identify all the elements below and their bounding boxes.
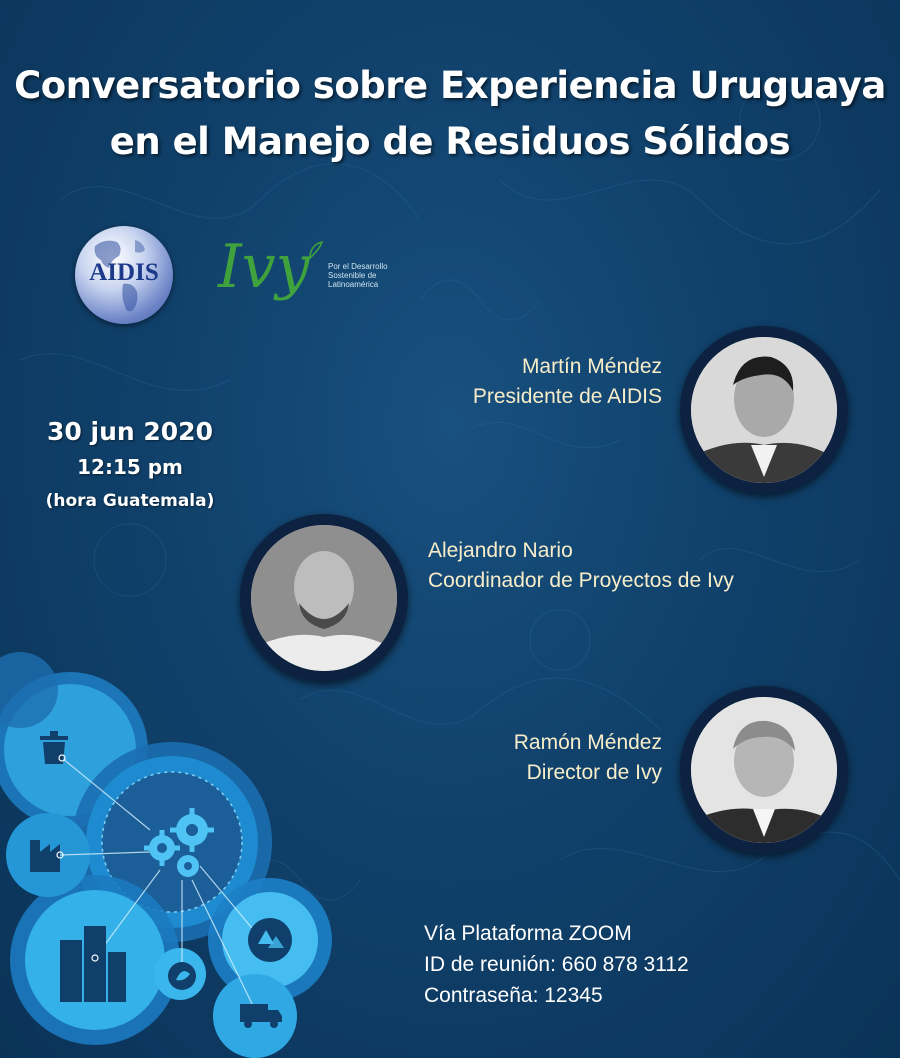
recycling-infographic — [0, 640, 420, 1058]
ivy-tagline — [328, 262, 418, 289]
zoom-details — [424, 918, 689, 1011]
aidis-logo-text: AIDIS — [89, 259, 159, 286]
speaker-3 — [514, 728, 662, 788]
speaker-name: Ramón Méndez — [513, 731, 662, 754]
ivy-logo-word: Ivy — [218, 232, 310, 302]
event-title — [0, 58, 900, 170]
speaker-role: Presidente de AIDIS — [472, 385, 662, 408]
avatar — [691, 337, 837, 483]
event-timezone: (hora Guatemala) — [45, 491, 215, 511]
speaker-role: Director de Ivy — [526, 761, 662, 784]
speaker-3-photo — [680, 686, 848, 854]
ivy-tagline-line: Por el Desarrollo — [328, 262, 388, 271]
zoom-platform: Vía Plataforma ZOOM — [424, 922, 632, 945]
title-line-2: en el Manejo de Residuos Sólidos — [109, 120, 791, 163]
event-date: 30 jun 2020 — [47, 417, 213, 446]
speaker-2 — [428, 536, 734, 596]
zoom-password: Contraseña: 12345 — [424, 984, 603, 1007]
aidis-logo — [75, 226, 173, 324]
speaker-1-photo — [680, 326, 848, 494]
ivy-logo — [218, 232, 408, 328]
zoom-meeting-id: ID de reunión: 660 878 3112 — [424, 953, 689, 976]
avatar — [691, 697, 837, 843]
speaker-role: Coordinador de Proyectos de Ivy — [428, 569, 734, 592]
ivy-tagline-line: Sostenible de — [328, 271, 377, 280]
event-datetime — [20, 414, 240, 518]
recycle-icon — [248, 918, 292, 962]
event-time: 12:15 pm — [77, 455, 183, 479]
ivy-tagline-line: Latinoamérica — [328, 280, 379, 289]
speaker-name: Alejandro Nario — [428, 539, 573, 562]
title-line-1: Conversatorio sobre Experiencia Uruguaya — [14, 64, 886, 107]
speaker-1 — [473, 352, 662, 412]
leaf-sprout-icon — [306, 238, 326, 260]
speaker-name: Martín Méndez — [521, 355, 662, 378]
leaf-icon — [168, 962, 196, 990]
